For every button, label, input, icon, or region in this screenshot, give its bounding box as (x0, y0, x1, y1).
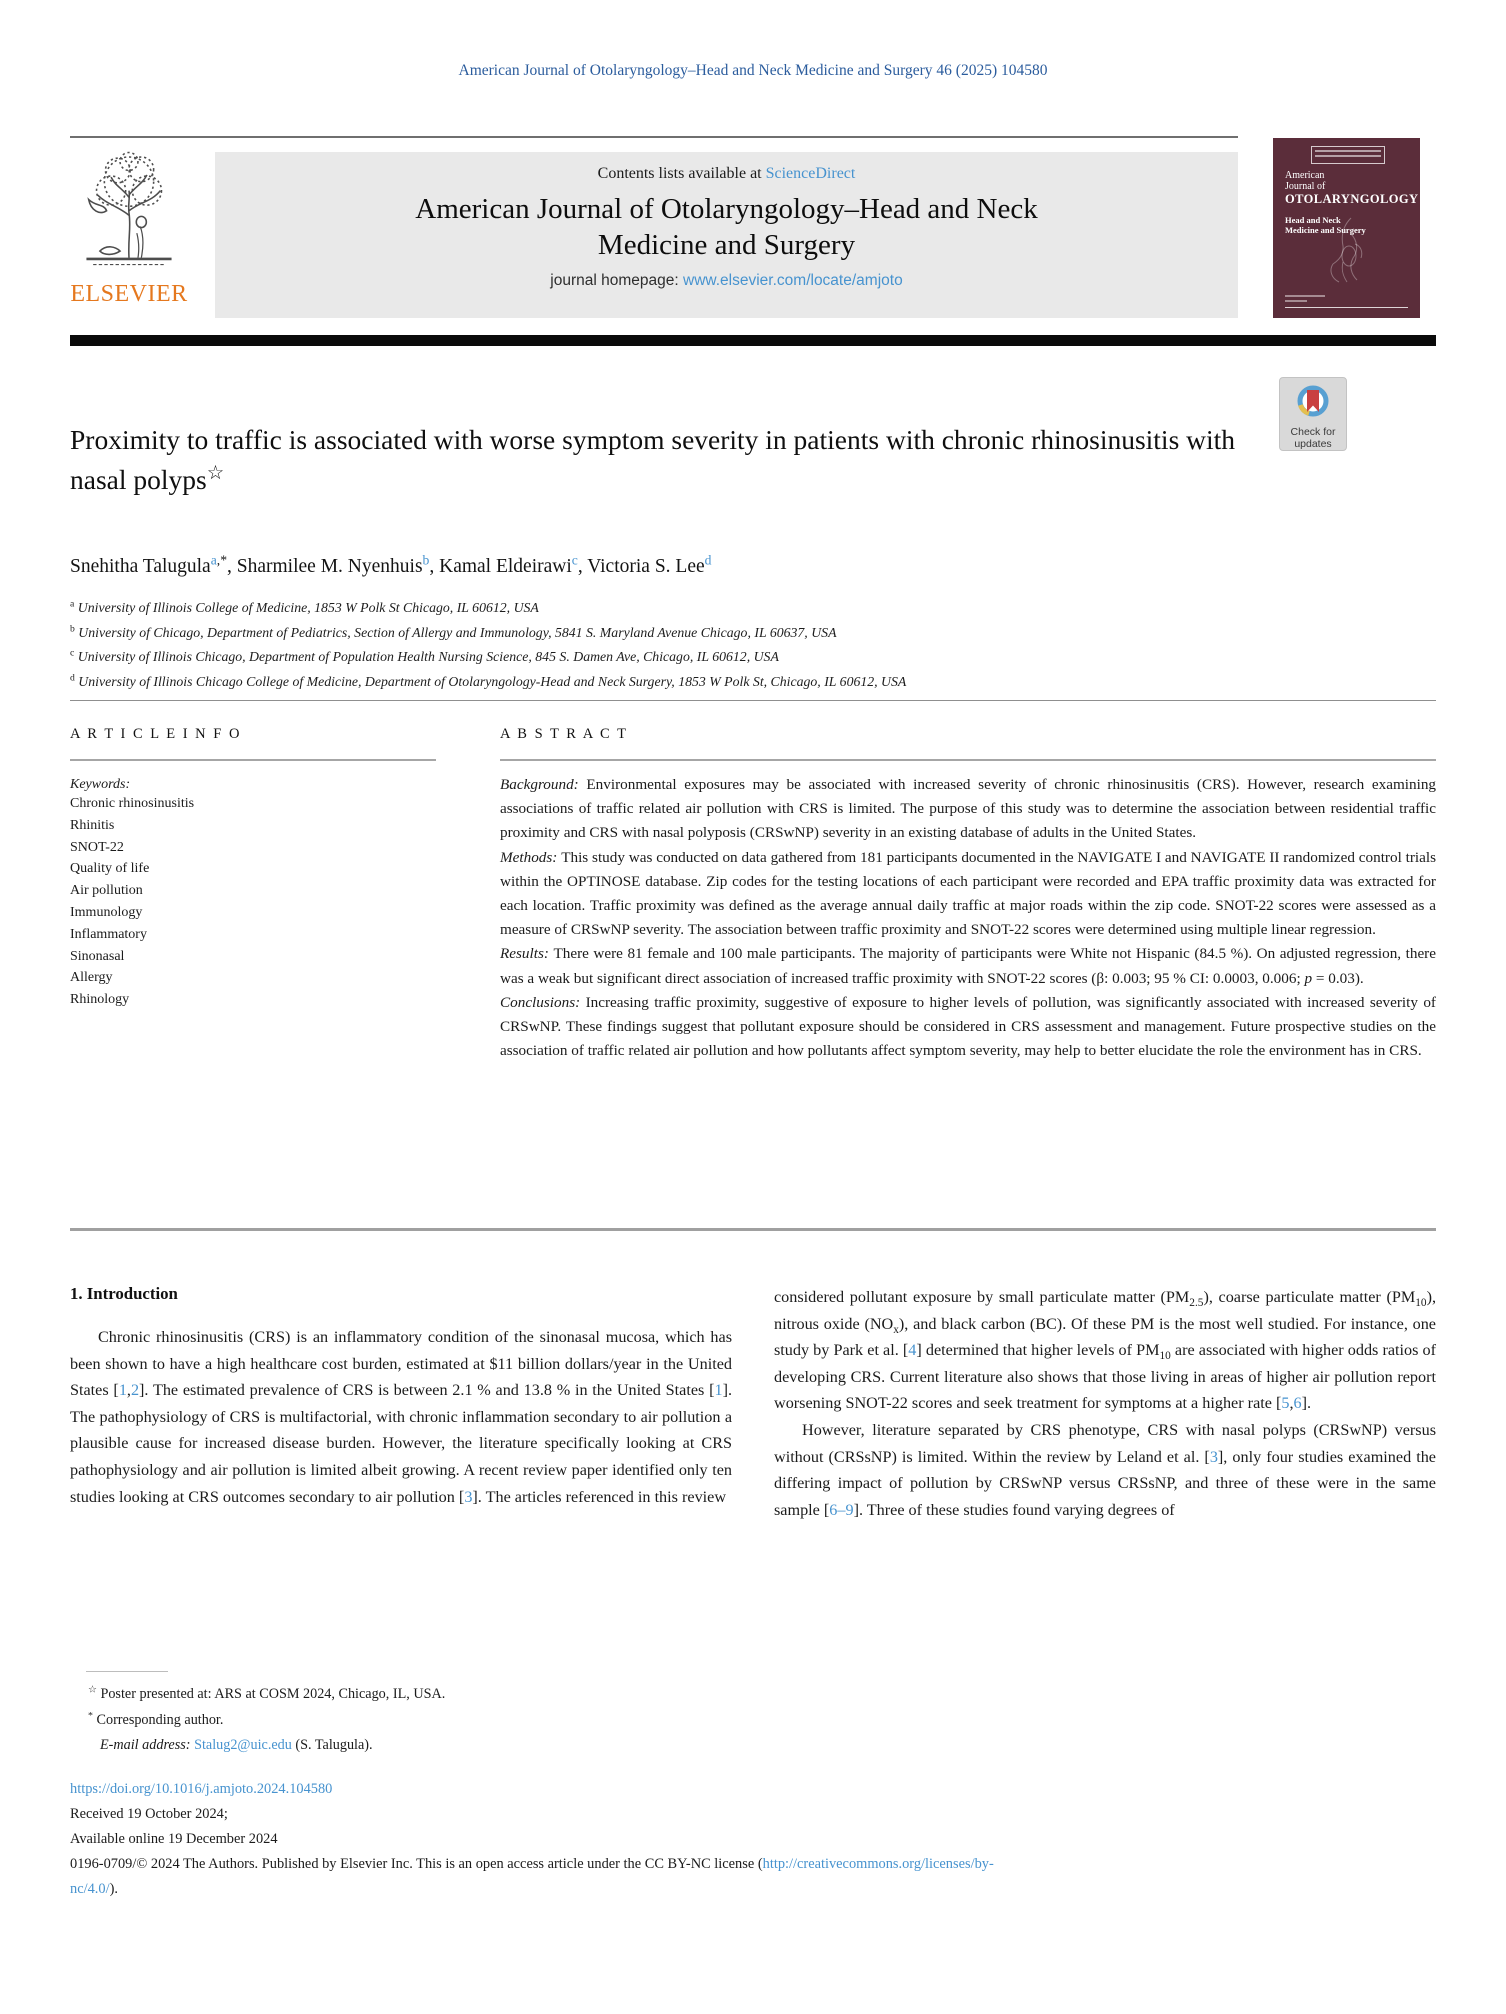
copyright-line: nc/4.0/). (70, 1881, 118, 1897)
abstract-results: Results: There were 81 female and 100 male participants. The majority of participants were White not Hispanic (84.5 %). On adjusted regression, there was a weak but significant direct association of increased traffic proximity with SNOT-22 scores (β: 0.003; 95 % CI: 0.0003, 0.006; p = 0.03). (500, 945, 1436, 987)
inline-link[interactable]: 4 (908, 1341, 917, 1360)
introduction-heading: 1. Introduction (70, 1284, 178, 1303)
inline-link[interactable]: d (704, 552, 712, 568)
keyword: Quality of life (70, 861, 150, 877)
article-info-heading: A R T I C L E I N F O (70, 726, 242, 742)
introduction-paragraph: considered pollutant exposure by small particulate matter $(PM_{2.5})$, coarse particulate matter $(PM_{10})$, nitrous oxide $(NO_x)$, and black carbon (BC). Of these PM is the most well studied. For instance, one study by Park et al. [4] determined that higher levels of $PM_{10}$ are associated with higher odds ratios of developing CRS. Current literature also shows that those living in areas of higher air pollution report worsening SNOT-22 scores and seek treatment for symptoms at a higher rate [5,6]. (774, 1288, 1436, 1413)
elsevier-wordmark: ELSEVIER (70, 281, 188, 307)
inline-link[interactable]: 1 (714, 1381, 723, 1400)
cover-topbox (1311, 146, 1385, 164)
inline-link[interactable]: 3 (1209, 1447, 1218, 1466)
abstract-rule (500, 759, 1436, 761)
footnote-divider (86, 1671, 168, 1672)
article-info-rule (70, 759, 436, 761)
affiliation-line: $^d$ University of Illinois Chicago College of Medicine, Department of Otolaryngology-Head and Neck Surgery, 1853 W Polk St, Chicago, IL 60612, USA (70, 671, 907, 689)
article-info-section (70, 726, 436, 1011)
keyword: SNOT-22 (70, 839, 124, 855)
abstract-background: Background: Environmental exposures may be associated with increased severity of chronic rhinosinusitis (CRS). However, research examining associations of traffic related air pollution with CRS is limited. The purpose of this study was to determine the association between residential traffic proximity and CRS with nasal polyposis (CRSwNP) severity in an existing database of adults in the United States. (500, 776, 1437, 842)
inline-link[interactable]: Stalug2@uic.edu (194, 1737, 292, 1753)
abstract-section (500, 726, 1436, 1063)
author-list: Snehitha Talugula$^{a,*}$, Sharmilee M. Nyenhuis$^b$, Kamal Eldeirawi$^c$, Victoria S. Lee$^d$ (70, 552, 712, 577)
article-title: Proximity to traffic is associated with worse symptom severity in patients with chronic rhinosinusitis with nasal polyps☆ (70, 424, 1236, 495)
inline-link[interactable]: 1 (118, 1381, 127, 1400)
elsevier-tree-icon (73, 265, 185, 282)
available-online-date: Available online 19 December 2024 (70, 1831, 278, 1847)
abstract-methods: Methods: This study was conducted on data gathered from 181 participants documented in the NAVIGATE I and NAVIGATE II randomized control trials within the OPTINOSE database. Zip codes for the testing locations of each participant were recorded and EPA traffic proximity data was extracted for each location. Traffic proximity was defined as the average annual daily traffic at major roads within the zip code. SNOT-22 scores were assessed as a measure of CRSwNP severity. The association between traffic proximity and SNOT-22 scores were determined using multiple linear regression. (500, 848, 1436, 939)
affiliations (70, 596, 1370, 694)
footnote-corresponding: * Corresponding author. (88, 1709, 224, 1728)
inline-link[interactable]: 6 (1293, 1394, 1302, 1413)
inline-link[interactable]: 5 (1281, 1394, 1290, 1413)
check-updates-icon (1293, 408, 1333, 425)
abstract-end-divider (70, 1228, 1436, 1231)
affiliations-divider (70, 700, 1436, 701)
footnote-email: E-mail address: Stalug2@uic.edu (S. Talugula). (100, 1737, 373, 1753)
cover-footer-marks (1285, 292, 1408, 308)
received-date: Received 19 October 2024; (70, 1806, 228, 1822)
masthead (215, 152, 1238, 318)
keywords-list (70, 793, 436, 1011)
affiliation-line: $^b$ University of Chicago, Department of Pediatrics, Section of Allergy and Immunology, 5841 S. Maryland Avenue Chicago, IL 60637, USA (70, 622, 837, 640)
keyword: Air pollution (70, 883, 143, 899)
affiliation-line: $^a$ University of Illinois College of Medicine, 1853 W Polk St Chicago, IL 60612, USA (70, 598, 539, 615)
keyword: Immunology (70, 904, 143, 920)
elsevier-logo[interactable] (66, 148, 192, 320)
inline-link[interactable]: b (422, 552, 430, 568)
introduction-paragraph: However, literature separated by CRS phenotype, CRS with nasal polyps (CRSwNP) versus without (CRSsNP) is limited. Within the review by Leland et al. [3], only four studies examined the differing impact of pollution by CRSwNP versus CRSsNP, and three of these were in the same sample [6–9]. Three of these studies found varying degrees of (774, 1420, 1436, 1519)
inline-link[interactable]: c (571, 552, 578, 568)
keywords-label: Keywords: (70, 777, 131, 792)
inline-link[interactable]: 6–9 (829, 1500, 854, 1519)
inline-link[interactable]: nc/4.0/ (70, 1881, 110, 1897)
journal-homepage-line[interactable]: journal homepage: www.elsevier.com/locate/amjoto (550, 272, 903, 289)
introduction-paragraph: Chronic rhinosinusitis (CRS) is an inflammatory condition of the sinonasal mucosa, which has been shown to have a high healthcare cost burden, estimated at $11 billion dollars/year in the United States [1,2]. The estimated prevalence of CRS is between 2.1 % and 13.8 % in the United States [1]. The pathophysiology of CRS is multifactorial, with chronic inflammation secondary to air pollution a plausible cause for increased disease burden. However, the literature specifically looking at CRS pathophysiology and air pollution is limited albeit growing. A recent review paper identified only ten studies looking at CRS outcomes secondary to air pollution [3]. The articles referenced in this review (70, 1328, 732, 1506)
inline-link[interactable]: a (210, 552, 217, 568)
introduction-right-column (774, 1284, 1436, 1523)
check-for-updates-badge[interactable] (1279, 377, 1347, 451)
inline-link[interactable]: www.elsevier.com/locate/amjoto (683, 272, 903, 289)
keyword: Sinonasal (70, 948, 125, 964)
copyright-line: 0196-0709/© 2024 The Authors. Published by Elsevier Inc. This is an open access article under the CC BY-NC license (http://creativecommons.org/licenses/by- (70, 1856, 994, 1872)
footnotes (70, 1682, 770, 1759)
keyword: Chronic rhinosinusitis (70, 796, 195, 811)
article-footer (70, 1777, 1436, 1902)
journal-title: American Journal of Otolaryngology–Head and Neck Medicine and Surgery (415, 193, 1038, 261)
keyword: Rhinitis (70, 817, 115, 833)
cover-illustration (1291, 216, 1401, 291)
keyword: Rhinology (70, 992, 130, 1008)
abstract-body (500, 773, 1436, 1063)
introduction-left-column (70, 1284, 732, 1510)
cover-title: American Journal of OTOLARYNGOLOGY Head and Neck Medicine and Surgery (1285, 170, 1419, 235)
header-black-bar (70, 335, 1436, 346)
inline-link[interactable]: 2 (130, 1381, 140, 1400)
inline-link[interactable]: ScienceDirect (765, 165, 856, 182)
inline-link[interactable]: http://creativecommons.org/licenses/by- (762, 1856, 994, 1872)
inline-link[interactable]: 3 (464, 1487, 473, 1506)
abstract-conclusions: Conclusions: Increasing traffic proximity, suggestive of exposure to higher levels of pollution, was significantly associated with increased severity of CRSwNP. These findings suggest that pollutant exposure should be considered in CRS assessment and management. Future prospective studies on the association of traffic related air pollution and how pollutants affect symptom severity, may help to better elucidate the role the environment has in CRS. (500, 993, 1436, 1060)
check-updates-label: Check for updates (1290, 426, 1336, 450)
journal-citation-header[interactable]: American Journal of Otolaryngology–Head and Neck Medicine and Surgery 46 (2025) 104580 (458, 62, 1048, 79)
affiliation-line: $^c$ University of Illinois Chicago, Department of Population Health Nursing Science, 845 S. Damen Ave, Chicago, IL 60612, USA (70, 647, 779, 664)
header-divider (70, 136, 1238, 138)
keyword: Allergy (70, 970, 113, 986)
footnote-presented: ☆ Poster presented at: ARS at COSM 2024, Chicago, IL, USA. (88, 1684, 446, 1702)
abstract-heading: A B S T R A C T (500, 726, 628, 742)
doi-link[interactable]: https://doi.org/10.1016/j.amjoto.2024.104580 (70, 1781, 333, 1797)
contents-line[interactable]: Contents lists available at ScienceDirect (597, 165, 856, 182)
keyword: Inflammatory (70, 926, 147, 942)
journal-cover-thumbnail[interactable] (1273, 138, 1420, 318)
